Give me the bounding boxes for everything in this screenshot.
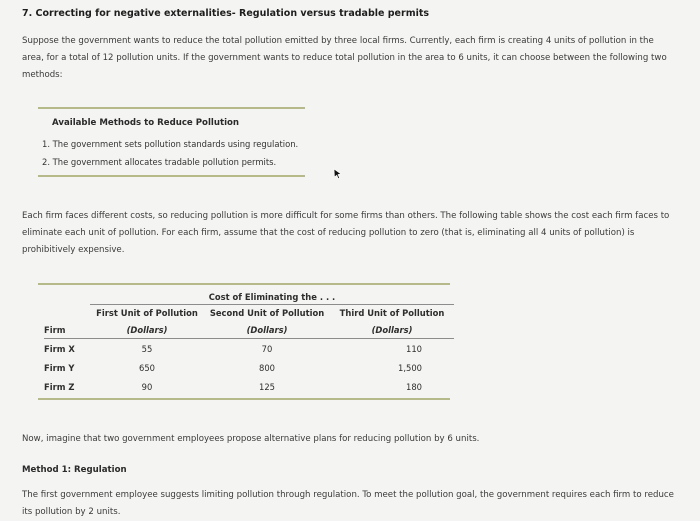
col-header-second-unit: Second Unit of Pollution [209, 308, 325, 318]
firm-name: Firm X [44, 343, 75, 354]
cost-second: 800 [259, 362, 275, 373]
cost-first: 55 [141, 343, 153, 354]
cost-third: 180 [406, 381, 422, 392]
pollution-cost-table [44, 289, 454, 396]
table-bottom-rule [38, 398, 450, 400]
table-group-header: Cost of Eliminating the . . . [90, 289, 454, 305]
methods-box-bottom-rule [38, 175, 305, 177]
mouse-cursor-icon [333, 168, 343, 180]
intro-paragraph: Suppose the government wants to reduce the total pollution emitted by three local firms. Currently, each firm is creating 4 units of pollution in the area, for a total of 12 pollution units. If the government wants to reduce total pollution in the area to 6 units, it can choose between the following two methods: [22, 36, 667, 80]
col-header-firm: Firm [44, 321, 90, 339]
cost-third: 110 [406, 343, 422, 354]
method1-paragraph: The first government employee suggests limiting pollution through regulation. To meet the pollution goal, the government requires each firm to reduce its pollution by 2 units. [22, 490, 674, 517]
cost-second: 70 [261, 343, 273, 354]
col-header-first-unit: First Unit of Pollution [96, 308, 198, 318]
method-item-permits: 2. The government allocates tradable pollution permits. [42, 157, 277, 167]
plans-intro-paragraph: Now, imagine that two government employees propose alternative plans for reducing pollution by 6 units. [22, 434, 480, 444]
methods-box-title: Available Methods to Reduce Pollution [52, 118, 240, 128]
table-row-firm-y [44, 358, 454, 377]
firm-name: Firm Z [44, 381, 75, 392]
units-second: (Dollars) [204, 321, 330, 339]
costs-intro-paragraph: Each firm faces different costs, so reducing pollution is more difficult for some firms than others. The following table shows the cost each firm faces to eliminate each unit of pollution. For each firm, assume that the cost of reducing pollution to zero (that is, eliminating all 4 units of pollution) is prohibitively expensive. [22, 211, 670, 255]
table-row-firm-x [44, 339, 454, 359]
table-top-rule [38, 283, 450, 285]
units-third: (Dollars) [330, 321, 454, 339]
method-item-regulation: 1. The government sets pollution standards using regulation. [42, 139, 299, 149]
col-header-third-unit: Third Unit of Pollution [339, 308, 445, 318]
table-row-firm-z [44, 377, 454, 396]
firm-name: Firm Y [44, 362, 75, 373]
cost-third: 1,500 [398, 362, 422, 373]
cost-second: 125 [259, 381, 275, 392]
methods-list [42, 135, 298, 171]
method1-heading: Method 1: Regulation [22, 465, 127, 475]
question-title: 7. Correcting for negative externalities- Regulation versus tradable permits [22, 8, 430, 19]
units-first: (Dollars) [90, 321, 204, 339]
cost-first: 650 [139, 362, 155, 373]
cost-first: 90 [141, 381, 153, 392]
methods-box-top-rule [38, 107, 305, 109]
